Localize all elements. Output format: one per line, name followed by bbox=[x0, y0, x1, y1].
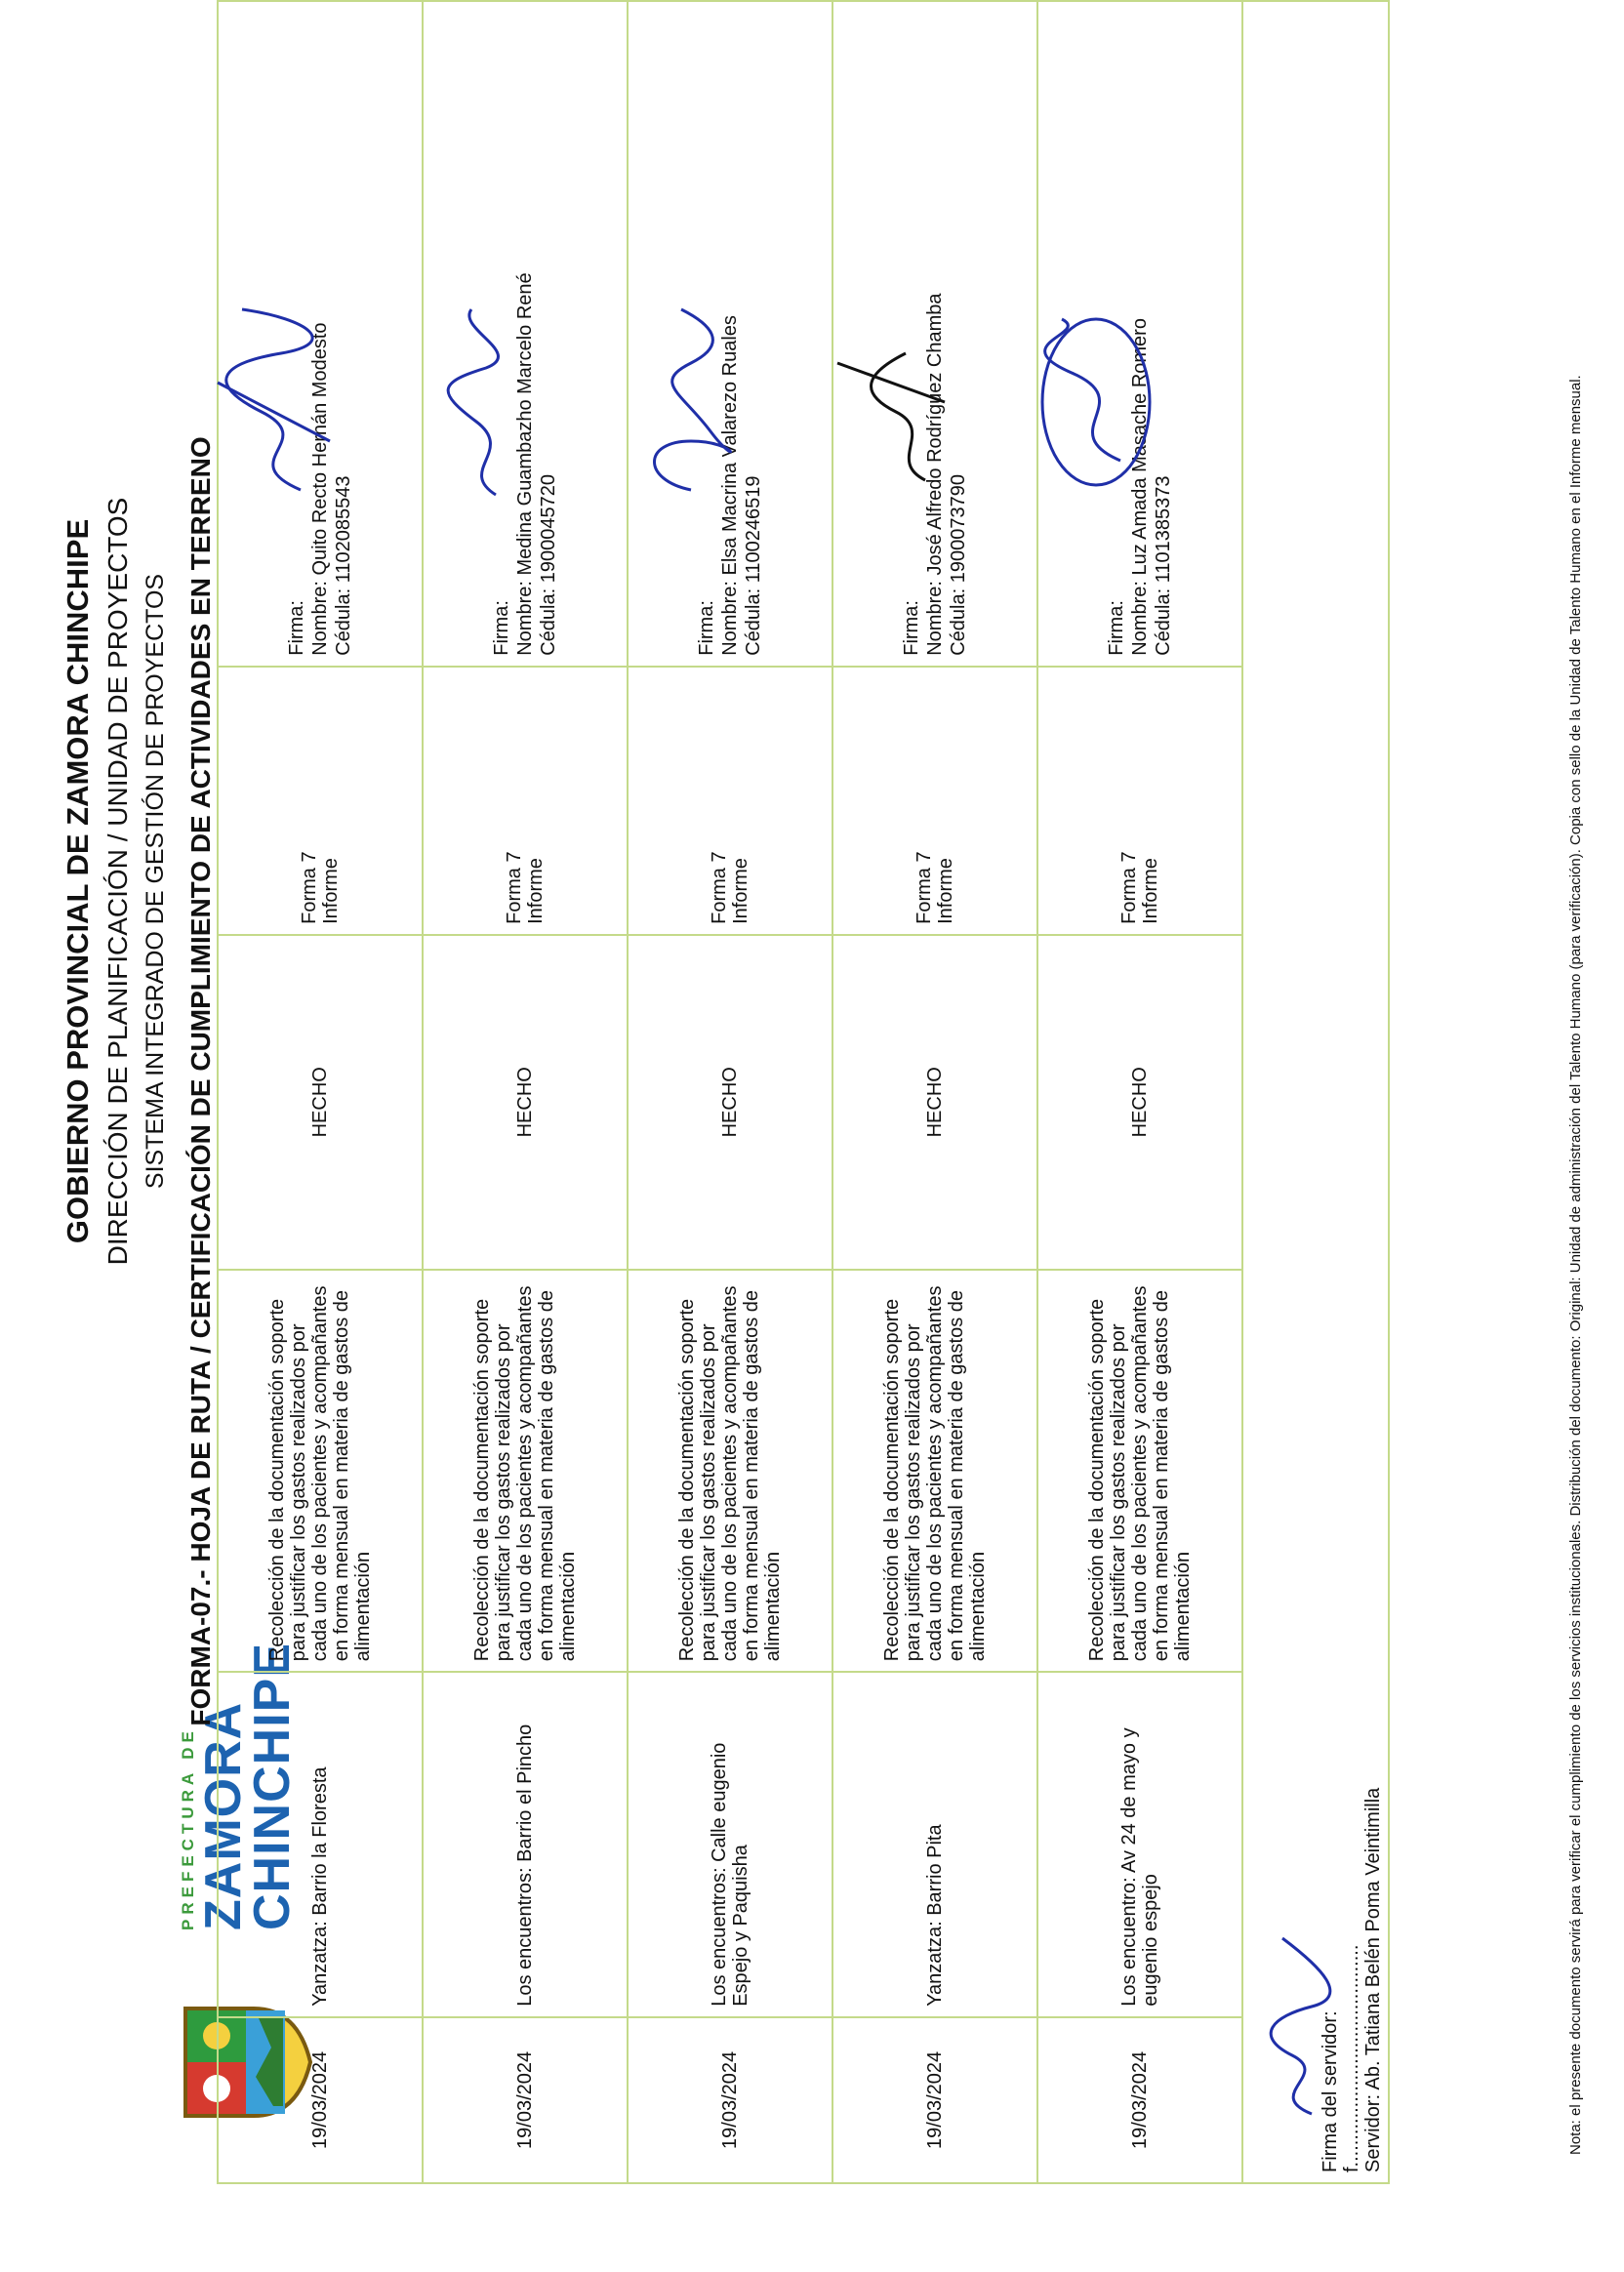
signature-cell bbox=[1037, 1, 1242, 667]
form-cell bbox=[218, 667, 423, 935]
servidor-signature-label: Firma del servidor: bbox=[1320, 2010, 1341, 2172]
id-label: Cédula: 1102085543 bbox=[333, 475, 354, 656]
activity-cell: Recolección de la documentación soporte para justificar los gastos realizados por cada uno de los pacientes y acompañantes en forma mensual en materia de gastos de alimentación bbox=[832, 1270, 1037, 1673]
handwritten-signature-icon bbox=[1033, 304, 1159, 500]
firma-label: Firma: bbox=[286, 600, 307, 656]
date-cell: 19/03/2024 bbox=[628, 2017, 832, 2183]
name-label: Nombre: Quito Recto Hernán Modesto bbox=[309, 322, 331, 656]
servidor-handwritten-signature-icon bbox=[1253, 1928, 1341, 2124]
signature-cell bbox=[423, 1, 628, 667]
form-cell bbox=[628, 667, 832, 935]
id-label: Cédula: 1900073790 bbox=[948, 474, 969, 656]
location-cell: Yanzatza: Barrio la Floresta bbox=[218, 1672, 423, 2017]
location-cell: Los encuentros: Barrio el Pincho bbox=[423, 1672, 628, 2017]
report-label: Informe bbox=[320, 858, 342, 924]
signature-cell bbox=[832, 1, 1037, 667]
handwritten-signature-icon bbox=[418, 304, 545, 500]
id-label: Cédula: 1101385373 bbox=[1153, 475, 1174, 656]
firma-label: Firma: bbox=[901, 600, 922, 656]
logo-subtitle: PREFECTURA DE bbox=[179, 1726, 197, 1930]
footnote: Nota: el presente documento servirá para verificar el cumplimiento de los servicios institucionales. Distribución del documento: Original: Unidad de administración del Talento Humano (para verificación). Copia con sello de la Unidad de Talento Humano en el Informe mensual. bbox=[1567, 375, 1584, 2155]
date-cell: 19/03/2024 bbox=[832, 2017, 1037, 2183]
name-label: Nombre: José Alfredo Rodríguez Chamba bbox=[924, 293, 946, 656]
handwritten-signature-icon bbox=[213, 304, 340, 500]
form-cell bbox=[423, 667, 628, 935]
status-cell: HECHO bbox=[218, 935, 423, 1270]
form-label: Forma 7 bbox=[1118, 851, 1140, 924]
logo-word-zamora: ZAMORA bbox=[195, 1701, 252, 1930]
header-system: SISTEMA INTEGRADO DE GESTIÓN DE PROYECTOS bbox=[142, 573, 169, 1190]
signature-cell bbox=[218, 1, 423, 667]
form-label: Forma 7 bbox=[914, 851, 935, 924]
logo-word-chinchipe: CHINCHIPE bbox=[244, 1642, 301, 1930]
form-cell bbox=[1037, 667, 1242, 935]
name-label: Nombre: Medina Guambazho Marcelo René bbox=[514, 272, 536, 656]
activities-table bbox=[217, 0, 1390, 2184]
name-label: Nombre: Elsa Macrina Valarezo Ruales bbox=[719, 315, 741, 656]
firma-label: Firma: bbox=[491, 600, 512, 656]
table-row bbox=[628, 1, 832, 2183]
location-cell: Yanzatza: Barrio Pita bbox=[832, 1672, 1037, 2017]
handwritten-signature-icon bbox=[828, 304, 954, 500]
form-label: Forma 7 bbox=[709, 851, 730, 924]
form-label: Forma 7 bbox=[299, 851, 320, 924]
date-cell: 19/03/2024 bbox=[1037, 2017, 1242, 2183]
signature-cell bbox=[628, 1, 832, 667]
location-cell: Los encuentro: Av 24 de mayo y eugenio espejo bbox=[1037, 1672, 1242, 2017]
location-cell: Los encuentros: Calle eugenio Espejo y Paquisha bbox=[628, 1672, 832, 2017]
table-row-footer bbox=[1242, 1, 1389, 2183]
handwritten-signature-icon bbox=[623, 304, 750, 500]
id-label: Cédula: 1100246519 bbox=[743, 475, 764, 656]
form-label: Forma 7 bbox=[504, 851, 525, 924]
table-row bbox=[423, 1, 628, 2183]
table-row bbox=[832, 1, 1037, 2183]
firma-label: Firma: bbox=[1106, 600, 1127, 656]
header-government: GOBIERNO PROVINCIAL DE ZAMORA CHINCHIPE bbox=[61, 518, 95, 1244]
name-label: Nombre: Luz Amada Masache Romero bbox=[1129, 318, 1151, 656]
activity-cell: Recolección de la documentación soporte para justificar los gastos realizados por cada uno de los pacientes y acompañantes en forma mensual en materia de gastos de alimentación bbox=[218, 1270, 423, 1673]
document-title: FORMA-07.- HOJA DE RUTA / CERTIFICACIÓN DE CUMPLIMIENTO DE ACTIVIDADES EN TERRENO bbox=[185, 436, 216, 1726]
status-cell: HECHO bbox=[423, 935, 628, 1270]
date-cell: 19/03/2024 bbox=[423, 2017, 628, 2183]
id-label: Cédula: 1900045720 bbox=[538, 474, 559, 656]
status-cell: HECHO bbox=[628, 935, 832, 1270]
servidor-footer-cell bbox=[1242, 1, 1389, 2183]
header-direction: DIRECCIÓN DE PLANIFICACIÓN / UNIDAD DE PROYECTOS bbox=[102, 497, 133, 1266]
firma-label: Firma: bbox=[696, 600, 717, 656]
activity-cell: Recolección de la documentación soporte para justificar los gastos realizados por cada uno de los pacientes y acompañantes en forma mensual en materia de gastos de alimentación bbox=[423, 1270, 628, 1673]
activity-cell: Recolección de la documentación soporte para justificar los gastos realizados por cada uno de los pacientes y acompañantes en forma mensual en materia de gastos de alimentación bbox=[628, 1270, 832, 1673]
form-cell bbox=[832, 667, 1037, 935]
status-cell: HECHO bbox=[1037, 935, 1242, 1270]
report-label: Informe bbox=[525, 858, 547, 924]
date-cell: 19/03/2024 bbox=[218, 2017, 423, 2183]
activity-cell: Recolección de la documentación soporte para justificar los gastos realizados por cada uno de los pacientes y acompañantes en forma mensual en materia de gastos de alimentación bbox=[1037, 1270, 1242, 1673]
table-row bbox=[1037, 1, 1242, 2183]
servidor-signature-line: f......................................... bbox=[1341, 1944, 1362, 2172]
report-label: Informe bbox=[935, 858, 956, 924]
servidor-name: Servidor: Ab. Tatiana Belén Poma Veintimilla bbox=[1362, 1787, 1384, 2172]
status-cell: HECHO bbox=[832, 935, 1037, 1270]
table-row bbox=[218, 1, 423, 2183]
report-label: Informe bbox=[730, 858, 751, 924]
report-label: Informe bbox=[1140, 858, 1161, 924]
